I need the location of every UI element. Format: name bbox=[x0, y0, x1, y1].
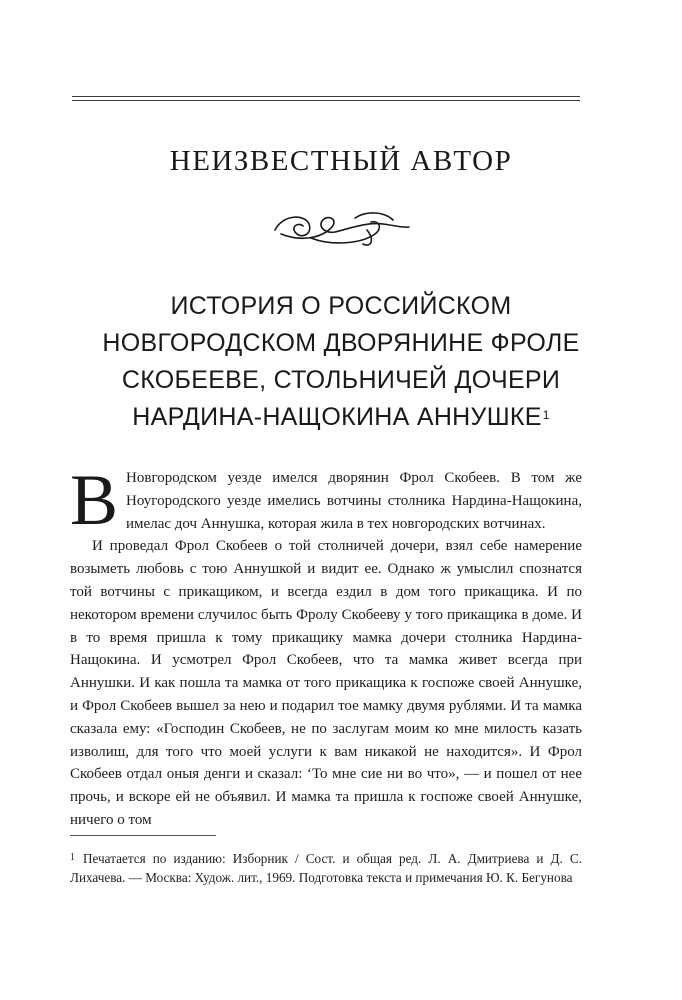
title-line bbox=[60, 399, 622, 436]
title-line: СКОБЕЕВЕ, СТОЛЬНИЧЕЙ ДОЧЕРИ bbox=[121, 366, 561, 394]
footnote-divider bbox=[70, 835, 216, 836]
story-body bbox=[70, 460, 582, 832]
paragraph bbox=[70, 460, 582, 540]
header-rule-bottom bbox=[72, 100, 580, 101]
paragraph-text: Новгородском уезде имелся дворянин Фрол Скобеев. В том же Ноугородского уезде имелись вотчины столника Нардина-Нащокина, имелас доч Аннушка, которая жила в тех новгородских вотчинах. bbox=[126, 470, 582, 532]
title-line-text: НАРДИНА-НАЩОКИНА АННУШКЕ bbox=[132, 403, 542, 431]
header-rule-top bbox=[72, 96, 580, 97]
footnote-mark: 1 bbox=[70, 852, 75, 863]
paragraph: И проведал Фрол Скобеев о той столничей дочери, взял себе намерение возыметь любовь с тою Аннушкой и видит ее. Однако ж умыслил спознатся той вотчины с прикащиком, и всегда ездил в дом того прикащика. И по некотором времени случилос быть Фролу Скобееву у того прикащика в доме. И в то время пришла к тому прикащику мамка дочери столника Нардина-Нащокина. И усмотрел Фрол Скобеев, что та мамка живет всегда при Аннушки. И как пошла та мамка от того прикащика к госпоже своей Аннушке, и Фрол Скобеев вышел за нею и подарил тое мамку двумя рублями. И та мамка сказала ему: «Господин Скобеев, не по заслугам моим ко мне милость казать изволиш, для того что моей услуги к вам никакой не находится». И Фрол Скобеев отдал оныя денги и сказал: ‘То мне сие ни во что», — и пошел от нее прочь, и вскоре ей не объявил. И мамка та пришла к госпоже своей Аннушке, ничего о том bbox=[70, 538, 582, 828]
drop-cap: В bbox=[70, 460, 119, 540]
story-title bbox=[60, 288, 622, 436]
footnote-reference: 1 bbox=[542, 408, 550, 422]
footnote bbox=[70, 849, 582, 887]
author-heading: НЕИЗВЕСТНЫЙ АВТОР bbox=[169, 145, 513, 177]
flourish-ornament-icon bbox=[271, 208, 413, 250]
title-line: ИСТОРИЯ О РОССИЙСКОМ bbox=[170, 292, 512, 320]
title-line: НОВГОРОДСКОМ ДВОРЯНИНЕ ФРОЛЕ bbox=[102, 329, 580, 357]
footnote-text: Печатается по изданию: Изборник / Сост. и общая ред. Л. А. Дмитриева и Д. С. Лихачева. — Москва: Худож. лит., 1969. Подготовка текста и примечания Ю. К. Бегунова bbox=[70, 851, 582, 885]
